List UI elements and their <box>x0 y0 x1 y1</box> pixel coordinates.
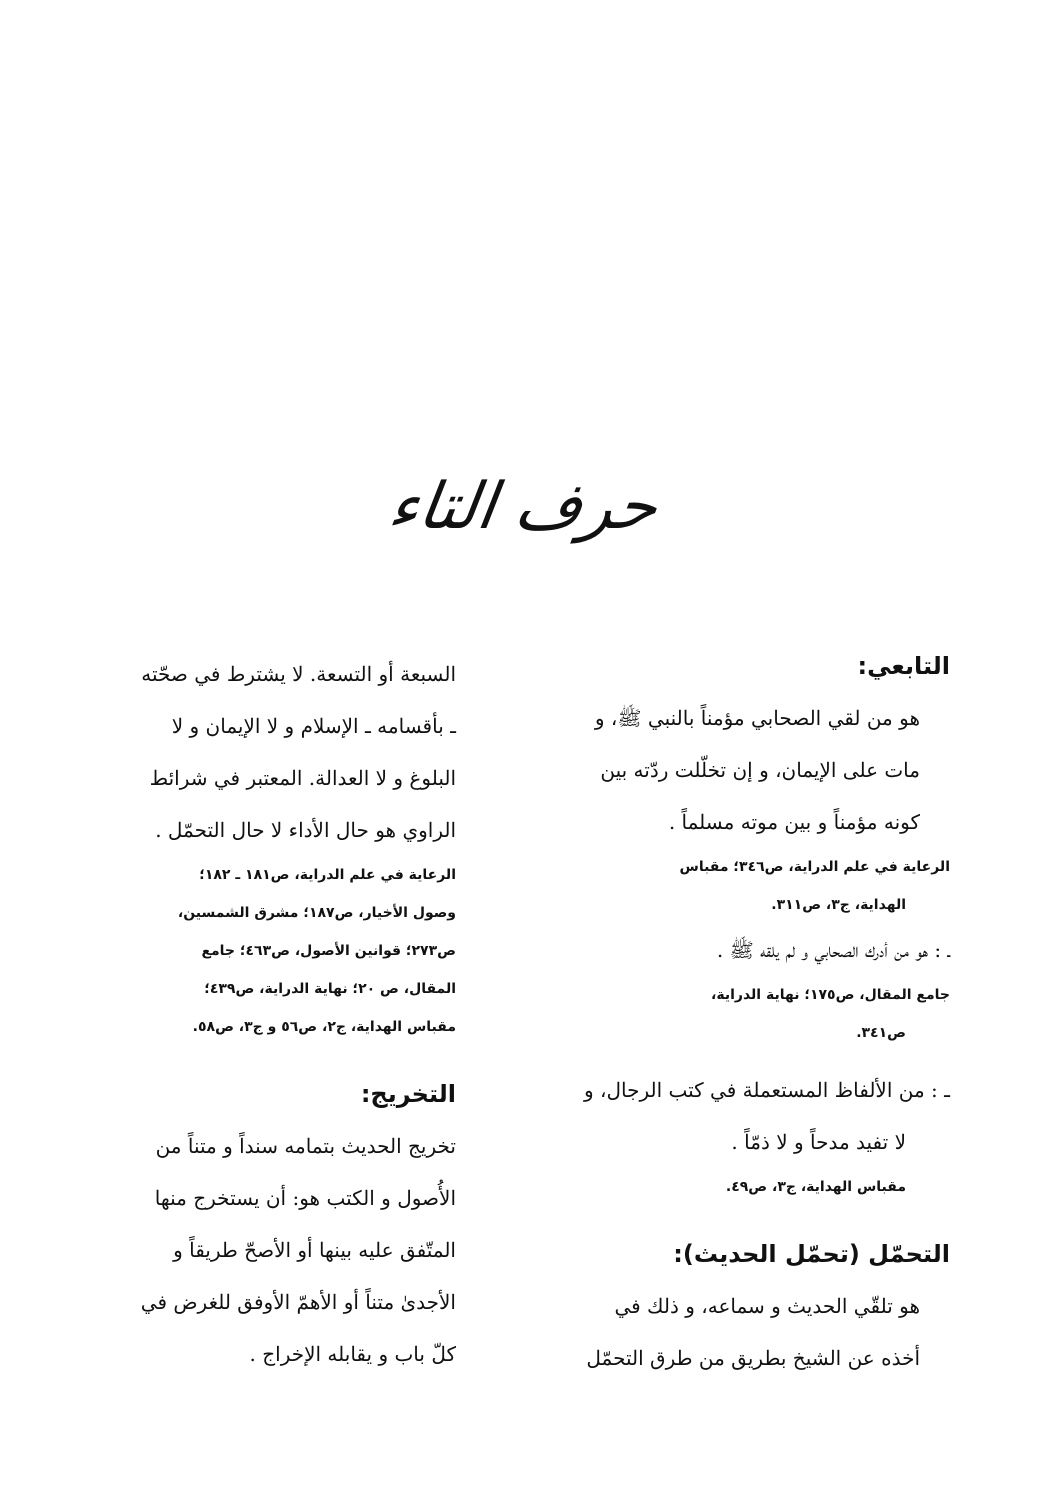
reference-line: ص٢٧٣؛ قوانين الأصول، ص٤٦٣؛ جامع <box>201 943 456 959</box>
definition-line: البلوغ و لا العدالة. المعتبر في شرائط <box>149 766 456 790</box>
reference-line: المقال، ص ٢٠؛ نهاية الدراية، ص٤٣٩؛ <box>204 981 456 997</box>
definition-line: هو تلقّي الحديث و سماعه، و ذلك في <box>614 1294 920 1318</box>
reference-line: وصول الأخيار، ص١٨٧؛ مشرق الشمسين، <box>177 905 456 921</box>
reference-line: الرعاية في علم الدراية، ص١٨١ ـ ١٨٢؛ <box>199 867 456 883</box>
definition-line: ـ بأقسامه ـ الإسلام و لا الإيمان و لا <box>171 714 456 738</box>
term-heading: التابعي: <box>857 652 950 680</box>
definition-line: تخريج الحديث بتمامه سنداً و متناً من <box>155 1134 456 1158</box>
reference-line: مقباس الهداية، ج٢، ص٥٦ و ج٣، ص٥٨. <box>192 1019 456 1035</box>
reference-line: جامع المقال، ص١٧٥؛ نهاية الدراية، <box>711 987 950 1003</box>
definition-line: الأُصول و الكتب هو: أن يستخرج منها <box>154 1186 456 1210</box>
definition-line: لا تفيد مدحاً و لا ذمّاً . <box>731 1130 906 1154</box>
definition-line: الأجدىٰ متناً أو الأهمّ الأوفق للغرض في <box>140 1290 456 1314</box>
reference-line: الهداية، ج٣، ص٣١١. <box>771 897 906 913</box>
definition-line: هو من لقي الصحابي مؤمناً بالنبي ﷺ، و <box>594 706 920 730</box>
page-heading: حرف التاء <box>383 470 663 544</box>
definition-line: كلّ باب و يقابله الإخراج . <box>249 1342 456 1366</box>
left-column <box>80 648 456 1380</box>
definition-line: الراوي هو حال الأداء لا حال التحمّل . <box>155 818 456 842</box>
term-heading: التخريج: <box>360 1080 456 1108</box>
reference-line: مقباس الهداية، ج٣، ص٤٩. <box>725 1179 906 1195</box>
reference-line: الرعاية في علم الدراية، ص٣٤٦؛ مقباس <box>679 859 950 875</box>
definition-line: ـ : هو من أدرك الصحابي و لم يلقه ﷺ . <box>716 938 950 962</box>
right-column <box>550 648 950 1384</box>
definition-line: مات على الإيمان، و إن تخلّلت ردّته بين <box>600 758 920 782</box>
definition-line: ـ : من الألفاظ المستعملة في كتب الرجال، و <box>583 1078 950 1102</box>
definition-line: المتّفق عليه بينها أو الأصحّ طريقاً و <box>173 1238 456 1262</box>
definition-line: كونه مؤمناً و بين موته مسلماً . <box>668 810 920 834</box>
definition-line: أخذه عن الشيخ بطريق من طرق التحمّل <box>586 1346 920 1370</box>
term-heading: التحمّل (تحمّل الحديث): <box>673 1240 950 1268</box>
reference-line: ص٣٤١. <box>856 1025 906 1041</box>
page-heading-ornament <box>0 470 1046 580</box>
definition-line: السبعة أو التسعة. لا يشترط في صحّته <box>141 662 456 686</box>
